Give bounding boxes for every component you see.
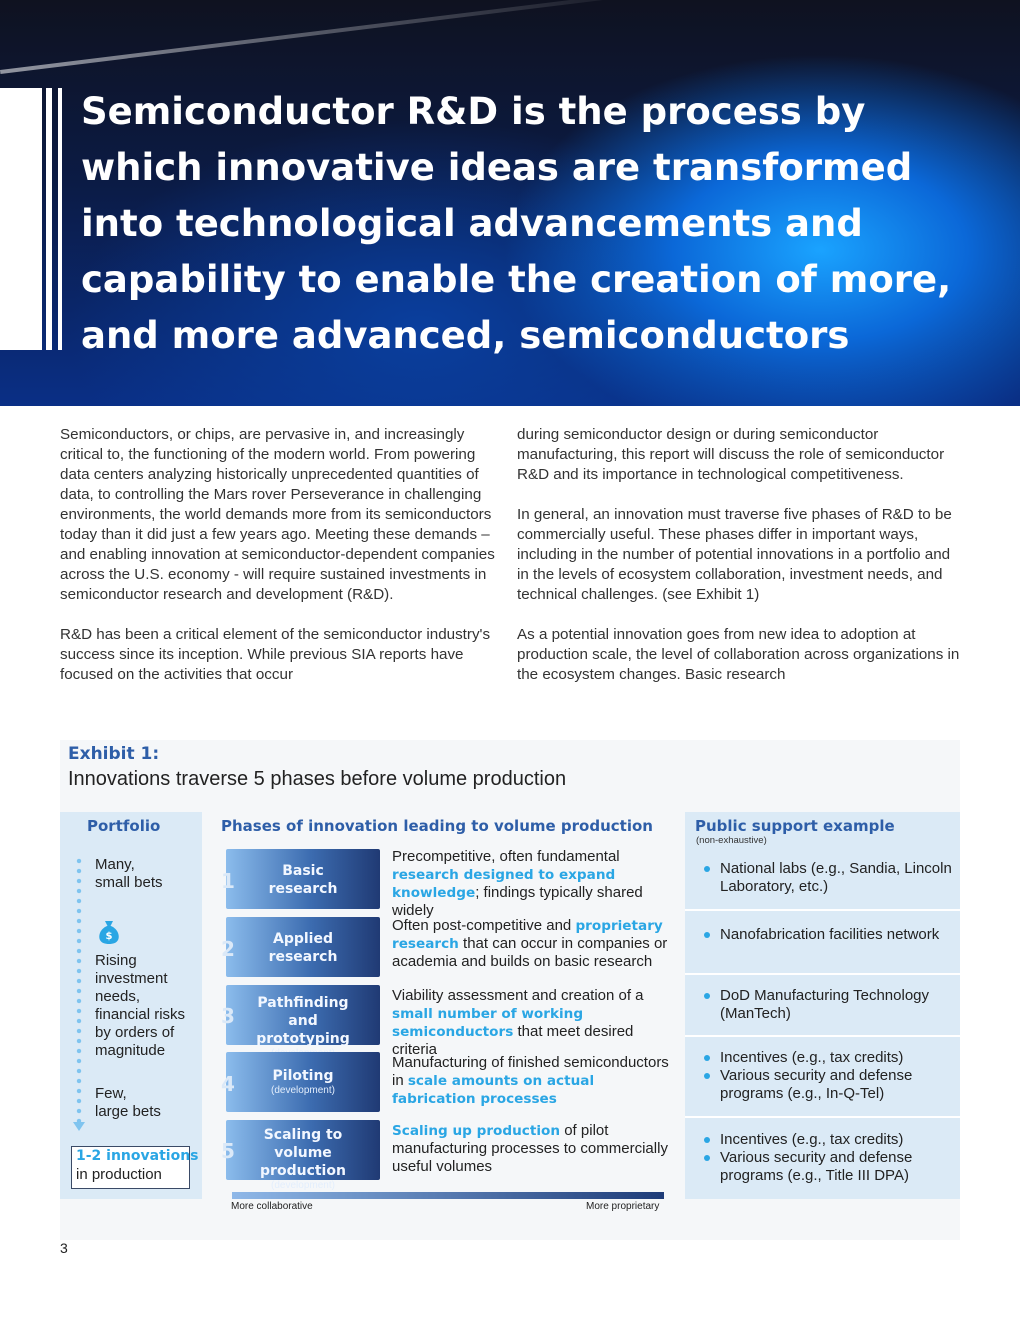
phase-number: 1 [221, 869, 235, 893]
phase-title: Applied research [268, 931, 338, 965]
portfolio-middle-text [95, 952, 185, 1060]
phase-title: Pathfinding and prototyping [256, 995, 350, 1047]
paragraph: Semiconductors, or chips, are pervasive in, and increasingly critical to, the functioning of the modern world. From powering data centers analyzing historically unprecedented quantities of data, to controlling the Mars rover Perseverance in challenging environments, the world demands more from its semiconductors today than it did just a few years ago. Meeting these demands – and enabling innovation at semiconductor-dependent companies across the U.S. economy - will require sustained investments in semiconductor research and development (R&D). [60, 426, 495, 603]
text-line: investment [95, 970, 168, 987]
public-support-item: National labs (e.g., Sandia, Lincoln Laboratory, etc.) [720, 860, 952, 895]
bullet-icon [704, 1155, 710, 1161]
phase-name [226, 862, 380, 898]
page-number: 3 [60, 1240, 68, 1256]
phase-name [226, 930, 380, 966]
scale-label-left: More collaborative [231, 1201, 313, 1212]
scale-label-right: More proprietary [586, 1201, 660, 1212]
public-support-item: Incentives (e.g., tax credits) [720, 1131, 904, 1148]
bullet-icon [704, 1137, 710, 1143]
divider [685, 973, 960, 975]
phase-title: Scaling to volume production [260, 1127, 346, 1179]
innovations-label: in production [76, 1166, 162, 1183]
phase-title: Piloting [272, 1068, 334, 1084]
public-support-item: Various security and defense programs (e.g., Title III DPA) [720, 1149, 913, 1184]
hero-light-streak [0, 0, 1013, 74]
innovations-count: 1-2 innovations [76, 1148, 199, 1164]
divider [685, 1035, 960, 1037]
portfolio-top-text [95, 856, 163, 892]
paragraph: R&D has been a critical element of the semiconductor industry's success since its inception. While previous SIA reports have focused on the activities that occur [60, 626, 491, 683]
divider [685, 1116, 960, 1118]
text-line: by orders of [95, 1024, 175, 1041]
exhibit-label: Exhibit 1: [68, 744, 160, 764]
hero-accent-bar [58, 88, 62, 350]
phase-subtitle: (development) [271, 1180, 335, 1191]
phase-description: Precompetitive, often fundamental research designed to expand knowledge; findings typically shared widely [392, 848, 643, 919]
hero-accent-bar [46, 88, 52, 350]
public-support-heading: Public support example [695, 817, 895, 835]
text-line: Few, [95, 1085, 127, 1102]
paragraph: In general, an innovation must traverse five phases of R&D to be commercially useful. These phases differ in important ways, including in the number of potential innovations in a portfolio and in the levels of ecosystem collaboration, investment needs, and technical challenges. (see Exhibit 1) [517, 506, 952, 603]
text-line: magnitude [95, 1042, 166, 1059]
phase-description: Scaling up production of pilot manufacturing processes to commercially useful volumes [392, 1122, 668, 1175]
hero-banner [0, 0, 1020, 406]
portfolio-heading: Portfolio [87, 817, 161, 835]
bullet-icon [704, 993, 710, 999]
paragraph: As a potential innovation goes from new idea to adoption at production scale, the level of collaboration across organizations in the ecosystem changes. Basic research [517, 626, 960, 683]
phase-number: 2 [221, 937, 235, 961]
public-support-subheading: (non-exhaustive) [696, 835, 767, 846]
phase-description: Viability assessment and creation of a small number of working semiconductors that meet desired criteria [392, 987, 644, 1058]
phase-number: 3 [221, 1004, 235, 1028]
phase-name [226, 1067, 380, 1096]
paragraph: during semiconductor design or during semiconductor manufacturing, this report will discuss the role of semiconductor R&D and its importance in technological competitiveness. [517, 426, 945, 483]
phase-title: Basic research [268, 863, 338, 897]
exhibit-title: Innovations traverse 5 phases before volume production [68, 768, 567, 790]
phase-number: 5 [221, 1139, 235, 1163]
body-column-right [517, 425, 962, 705]
arrow-down-icon [73, 1122, 85, 1131]
bullet-icon [704, 932, 710, 938]
text-line: financial risks [95, 1006, 186, 1023]
phases-heading: Phases of innovation leading to volume production [221, 817, 653, 835]
phase-name [226, 994, 380, 1059]
public-support-item: Nanofabrication facilities network [720, 926, 940, 943]
hero-white-block [0, 88, 42, 350]
phase-description: Manufacturing of finished semiconductors in scale amounts on actual fabrication processes [392, 1054, 669, 1107]
text-line: Rising [95, 952, 137, 969]
phase-number: 4 [221, 1072, 235, 1096]
text-line: large bets [95, 1103, 161, 1120]
collaboration-gradient-bar [232, 1192, 664, 1199]
hero-headline: Semiconductor R&D is the process by which innovative ideas are transformed into technological advancements and capability to enable the creation of more, and more advanced, semiconductors [81, 90, 952, 357]
public-support-item: DoD Manufacturing Technology (ManTech) [720, 987, 930, 1022]
dotted-arrow-line [76, 856, 82, 1124]
portfolio-bottom-text [95, 1085, 161, 1121]
bullet-icon [704, 866, 710, 872]
money-bag-icon [95, 918, 123, 946]
svg-text:$: $ [105, 931, 113, 942]
bullet-icon [704, 1055, 710, 1061]
divider [685, 909, 960, 911]
text-line: needs, [95, 988, 141, 1005]
bullet-icon [704, 1073, 710, 1079]
phase-subtitle: (development) [271, 1085, 335, 1096]
phase-description: Often post-competitive and proprietary research that can occur in companies or academia and builds on basic research [392, 917, 668, 970]
public-support-item: Various security and defense programs (e.g., In-Q-Tel) [720, 1067, 913, 1102]
phase-name [226, 1126, 380, 1191]
text-line: Many, [95, 856, 135, 873]
body-column-left [60, 425, 505, 705]
public-support-item: Incentives (e.g., tax credits) [720, 1049, 904, 1066]
text-line: small bets [95, 874, 163, 891]
